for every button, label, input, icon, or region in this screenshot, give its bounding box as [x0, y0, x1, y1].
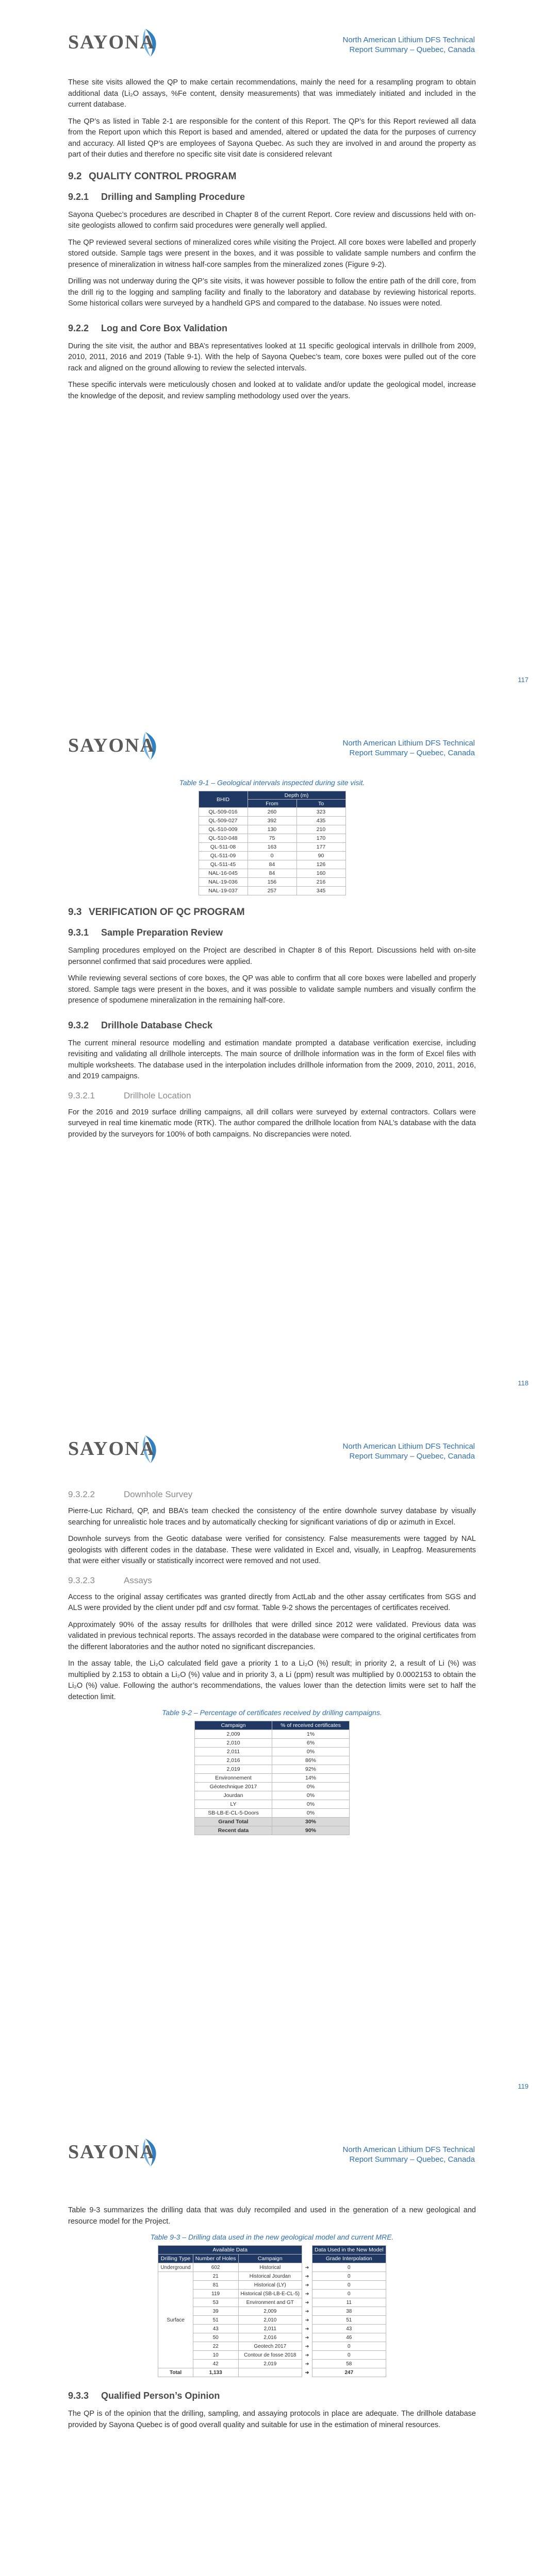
paragraph: Sayona Quebec’s procedures are described in Chapter 8 of the current Report. Core review and discussions held with on-site geologists allowed to confirm said procedures were generally well applied.	[68, 210, 476, 230]
col-header-to: To	[296, 800, 345, 808]
table-cell: 50	[193, 2333, 238, 2342]
col-header-type: Drilling Type	[158, 2255, 193, 2263]
table-cell: 156	[248, 878, 296, 887]
table-cell: 392	[248, 817, 296, 825]
table-cell: 323	[296, 808, 345, 817]
section-heading: 9.2 QUALITY CONTROL PROGRAM	[68, 171, 237, 182]
subsection-heading: 9.2.2 Log and Core Box Validation	[68, 323, 228, 333]
table-cell: Environnement	[195, 1774, 272, 1783]
arrow-icon: ➔	[302, 2342, 312, 2351]
table-caption: Table 9-1 – Geological intervals inspected during site visit.	[179, 778, 365, 787]
table-cell: 345	[296, 887, 345, 895]
report-page-118	[0, 703, 544, 1406]
table-row	[158, 2272, 386, 2281]
arrow-icon: ➔	[302, 2263, 312, 2272]
table-cell: 170	[296, 834, 345, 843]
table-cell: Geotech 2017	[238, 2342, 302, 2351]
table-cell: 11	[312, 2298, 386, 2307]
table-cell: 126	[296, 860, 345, 869]
table-cell: 0%	[272, 1748, 350, 1756]
page-header	[0, 1406, 544, 1479]
table-cell: Géotechnique 2017	[195, 1783, 272, 1791]
subsection-heading: 9.2.1 Drilling and Sampling Procedure	[68, 191, 245, 202]
arrow-icon: ➔	[302, 2307, 312, 2316]
table-cell: QL-510-009	[199, 825, 248, 834]
page-header	[0, 2110, 544, 2182]
table-cell: 1,133	[193, 2368, 238, 2377]
col-header-available: Available Data	[158, 2246, 302, 2255]
paragraph: Table 9-3 summarizes the drilling data that was duly recompiled and used in the generation of a new geological and resource model for the Project.	[68, 2206, 476, 2226]
paragraph: Downhole surveys from the Geotic database were verified for consistency. False measurements were tagged by NAL geologists with different codes in the database. These were validated in Excel and, visually, in Leapfrog. Measurements that were either visually or statistically incorrect were removed and not used.	[68, 1535, 476, 1565]
certificates-table	[194, 1721, 350, 1835]
page-header	[0, 703, 544, 775]
table-cell: 2,016	[238, 2333, 302, 2342]
report-page-117	[0, 0, 544, 703]
table-cell: 0%	[272, 1791, 350, 1800]
table-row-total	[158, 2368, 386, 2377]
paragraph: The current mineral resource modelling and estimation mandate prompted a database verification exercise, including revisiting and validating all drillhole intercepts. The main source of drillhole information was in the form of Excel files with multiple worksheets. The database used in the interpolation includes drillhole information from the 2009, 2010, 2011, 2016, and 2019 campaigns.	[68, 1039, 476, 1080]
table-cell: 2,016	[195, 1756, 272, 1765]
arrow-icon: ➔	[302, 2368, 312, 2377]
table-cell: 2,009	[238, 2307, 302, 2316]
paragraph: Access to the original assay certificates was granted directly from ActLab and the other assay certificates from SGS and ALS were provided by the client under pdf and csv format. Table 9-2 shows the percentages of certificates received.	[68, 1592, 476, 1612]
paragraph: These site visits allowed the QP to make certain recommendations, mainly the need for a resampling program to obtain additional data (Li₂O assays, %Fe content, density measurements) that was immediately initiated and included in the current database.	[68, 78, 476, 109]
table-cell: NAL-16-045	[199, 869, 248, 878]
table-row	[199, 843, 345, 852]
section-heading: 9.3 VERIFICATION OF QC PROGRAM	[68, 907, 245, 918]
page-number: 119	[518, 2082, 529, 2090]
arrow-icon: ➔	[302, 2351, 312, 2360]
table-row	[195, 1756, 350, 1765]
sayona-logo	[68, 25, 171, 61]
table-row	[158, 2263, 386, 2272]
table-cell: 43	[312, 2325, 386, 2333]
sayona-logo	[68, 1431, 171, 1467]
paragraph: While reviewing several sections of core boxes, the QP was able to confirm that all core boxes were labelled and properly stored. Sample tags were present in the boxes, and it was possible to validate sample numbers and visually confirm the presence of spodumene mineralization in the remaining half-core.	[68, 974, 476, 1005]
paragraph: These specific intervals were meticulously chosen and looked at to validate and/or update the geological model, increase the knowledge of the deposit, and review sampling methodology used over the years.	[68, 381, 476, 400]
arrow-icon: ➔	[302, 2290, 312, 2298]
page-number: 117	[518, 676, 529, 684]
table-row-total: Grand Total 30%	[195, 1818, 350, 1826]
paragraph: During the site visit, the author and BBA’s representatives looked at 11 specific geological intervals in drillhole from 2009, 2010, 2011, 2016 and 2019 (Table 9-1). With the help of Sayona Quebec’s team, core boxes were pulled out of the core rack and aligned on the ground allowing to review the selected intervals.	[68, 342, 476, 372]
table-row	[195, 1809, 350, 1818]
table-cell: 90	[296, 852, 345, 860]
table-cell: 216	[296, 878, 345, 887]
table-cell: Underground	[158, 2263, 193, 2272]
table-cell: 0	[248, 852, 296, 860]
table-cell: 92%	[272, 1765, 350, 1774]
table-cell: 10	[193, 2351, 238, 2360]
table-cell: 0%	[272, 1783, 350, 1791]
table-row	[199, 860, 345, 869]
table-cell: 0	[312, 2281, 386, 2290]
table-cell: 2,019	[195, 1765, 272, 1774]
arrow-icon: ➔	[302, 2325, 312, 2333]
header-title: North American Lithium DFS Technical Report Summary – Quebec, Canada	[342, 36, 475, 54]
table-cell: 53	[193, 2298, 238, 2307]
subsection-heading: 9.3.2 Drillhole Database Check	[68, 1020, 213, 1030]
table-cell: Contour de fosse 2018	[238, 2351, 302, 2360]
table-cell: NAL-19-037	[199, 887, 248, 895]
table-cell: 38	[312, 2307, 386, 2316]
subsection-heading: 9.3.3 Qualified Person’s Opinion	[68, 2391, 220, 2401]
table-cell: Environment and GT	[238, 2298, 302, 2307]
table-cell: QL-511-09	[199, 852, 248, 860]
table-row	[195, 1783, 350, 1791]
header-title: North American Lithium DFS Technical Report Summary – Quebec, Canada	[342, 2145, 475, 2164]
table-cell: 22	[193, 2342, 238, 2351]
table-cell: 177	[296, 843, 345, 852]
table-row	[195, 1791, 350, 1800]
table-cell: Historical (LY)	[238, 2281, 302, 2290]
table-caption: Table 9-3 – Drilling data used in the new geological model and current MRE.	[150, 2233, 394, 2241]
arrow-icon: ➔	[302, 2360, 312, 2368]
arrow-icon: ➔	[302, 2333, 312, 2342]
paragraph: For the 2016 and 2019 surface drilling campaigns, all drill collars were surveyed by external contractors. Collars were surveyed in real time kinematic mode (RTK). The author compared the drillhole location from NAL’s database with the data provided by the surveyors for 100% of both campaigns. No discrepancies were noted.	[68, 1108, 476, 1139]
table-cell: SB-LB-E-CL-5-Doors	[195, 1809, 272, 1818]
table-cell: 2,010	[195, 1739, 272, 1748]
table-row	[199, 825, 345, 834]
report-page-120	[0, 2110, 544, 2576]
header-title: North American Lithium DFS Technical Report Summary – Quebec, Canada	[342, 1442, 475, 1461]
col-header-campaign: Campaign	[238, 2255, 302, 2263]
table-cell: 130	[248, 825, 296, 834]
table-cell: 2,011	[238, 2325, 302, 2333]
paragraph: In the assay table, the Li₂O calculated field gave a priority 1 to a Li₂O (%) result; in priority 2, a result of Li (%) was multiplied by 2.153 to obtain a Li₂O (%) value and in priority 3, a Li (ppm) result was multiplied by 0.0002153 to obtain the Li₂O (%) value. Following the author’s recommendations, the values lower than the detection limits were set to half the detection limit.	[68, 1659, 476, 1701]
page-content	[68, 2205, 476, 2436]
col-header-from: From	[248, 800, 296, 808]
col-header-campaign: Campaign	[195, 1721, 272, 1730]
table-row	[199, 887, 345, 895]
col-header-holes: Number of Holes	[193, 2255, 238, 2263]
table-cell: 435	[296, 817, 345, 825]
table-cell: 119	[193, 2290, 238, 2298]
table-row	[199, 817, 345, 825]
table-row	[195, 1739, 350, 1748]
table-cell: 0	[312, 2290, 386, 2298]
table-cell: 257	[248, 887, 296, 895]
table-row	[199, 878, 345, 887]
table-cell: 247	[312, 2368, 386, 2377]
table-cell: NAL-19-036	[199, 878, 248, 887]
table-cell: 2,010	[238, 2316, 302, 2325]
table-row	[195, 1748, 350, 1756]
subsubsection-heading: 9.3.2.3 Assays	[68, 1575, 152, 1585]
paragraph: Drilling was not underway during the QP’s site visits, it was however possible to follow the entire path of the drill core, from the drill rig to the logging and sampling facility and finally to the laboratory and database by reviewing historical reports. Some historical collars were surveyed by a handheld GPS and compared to the database. No issues were noted.	[68, 277, 476, 308]
table-cell: 58	[312, 2360, 386, 2368]
logo-text: SAYONA	[68, 1438, 155, 1460]
table-cell: 21	[193, 2272, 238, 2281]
arrow-icon: ➔	[302, 2316, 312, 2325]
arrow-icon: ➔	[302, 2298, 312, 2307]
table-cell: 14%	[272, 1774, 350, 1783]
table-caption: Table 9-2 – Percentage of certificates received by drilling campaigns.	[162, 1708, 382, 1717]
table-cell: 43	[193, 2325, 238, 2333]
subsection-heading: 9.3.1 Sample Preparation Review	[68, 927, 223, 938]
paragraph: Sampling procedures employed on the Project are described in Chapter 8 of this Report. Discussions held with on-site personnel confirmed that said procedures were applied.	[68, 946, 476, 966]
table-cell: 0%	[272, 1809, 350, 1818]
table-cell: 0	[312, 2342, 386, 2351]
table-cell: 2,009	[195, 1730, 272, 1739]
table-cell: 84	[248, 860, 296, 869]
table-cell	[238, 2368, 302, 2377]
page-content	[68, 77, 476, 408]
table-cell: QL-509-027	[199, 817, 248, 825]
logo-text: SAYONA	[68, 735, 155, 756]
table-cell: 163	[248, 843, 296, 852]
paragraph: Approximately 90% of the assay results for drillholes that were drilled since 2012 were validated. Previous data was validated in previous technical reports. The assays recorded in the database were compared to the original certificates from the different laboratories and the author noted no significant discrepancies.	[68, 1620, 476, 1651]
table-cell: 602	[193, 2263, 238, 2272]
table-cell: Historical (SB-LB-E-CL-5)	[238, 2290, 302, 2298]
table-cell: 51	[193, 2316, 238, 2325]
table-row	[195, 1800, 350, 1809]
table-row	[195, 1774, 350, 1783]
col-header-bhid: BHID	[199, 791, 248, 808]
table-row	[195, 1730, 350, 1739]
table-cell: Surface	[158, 2272, 193, 2368]
table-cell: 39	[193, 2307, 238, 2316]
page-header	[0, 0, 544, 72]
table-cell: Jourdan	[195, 1791, 272, 1800]
table-row	[199, 808, 345, 817]
page-number: 118	[518, 1379, 529, 1387]
table-cell: 1%	[272, 1730, 350, 1739]
col-header-pct: % of received certificates	[272, 1721, 350, 1730]
arrow-icon: ➔	[302, 2272, 312, 2281]
table-cell: Historical	[238, 2263, 302, 2272]
subsubsection-heading: 9.3.2.1 Drillhole Location	[68, 1090, 191, 1100]
sayona-logo	[68, 728, 171, 764]
table-cell: 2,019	[238, 2360, 302, 2368]
table-cell: 0%	[272, 1800, 350, 1809]
table-cell: 42	[193, 2360, 238, 2368]
subsubsection-heading: 9.3.2.2 Downhole Survey	[68, 1489, 193, 1499]
logo-text: SAYONA	[68, 2141, 155, 2163]
table-cell: 86%	[272, 1756, 350, 1765]
logo-text: SAYONA	[68, 31, 155, 53]
table-cell: LY	[195, 1800, 272, 1809]
table-cell: Total	[158, 2368, 193, 2377]
table-cell: 0	[312, 2263, 386, 2272]
table-cell: Historical Jourdan	[238, 2272, 302, 2281]
table-cell: 160	[296, 869, 345, 878]
paragraph: The QP’s as listed in Table 2-1 are responsible for the content of this Report. The QP’s for this Report reviewed all data from the Report upon which this Report is based and amended, altered or updated the data for the purposes of currency and accuracy. All listed QP’s are employees of Sayona Quebec. As such they are involved in and around the property as part of their duties and therefore no specific site visit date is considered relevant	[68, 117, 476, 159]
table-cell: 0	[312, 2351, 386, 2360]
table-cell: 260	[248, 808, 296, 817]
table-row	[199, 852, 345, 860]
table-row-recent: Recent data 90%	[195, 1826, 350, 1835]
table-cell: 2,011	[195, 1748, 272, 1756]
table-row	[199, 869, 345, 878]
table-cell: 210	[296, 825, 345, 834]
paragraph: The QP reviewed several sections of mineralized cores while visiting the Project. All core boxes were labelled and properly stored outside. Sample tags were present in the boxes, and it was possible to validate sample numbers and confirm the presence of mineralization in witness half-core samples from the mineralized zones (Figure 9-2).	[68, 238, 476, 269]
table-cell: QL-510-048	[199, 834, 248, 843]
col-header-grade: Grade Interpolation	[312, 2255, 386, 2263]
table-row	[199, 834, 345, 843]
col-header-used: Data Used in the New Model	[312, 2246, 386, 2255]
sayona-logo	[68, 2134, 171, 2171]
table-cell: 0	[312, 2272, 386, 2281]
paragraph: The QP is of the opinion that the drilling, sampling, and assaying protocols in place are adequate. The drillhole database provided by Sayona Quebec is of good overall quality and suitable for use in the estimation of mineral resources.	[68, 2410, 476, 2429]
table-cell: 75	[248, 834, 296, 843]
report-page-119	[0, 1406, 544, 2110]
table-cell: QL-511-08	[199, 843, 248, 852]
page-content	[68, 775, 476, 1146]
geological-intervals-table	[199, 791, 346, 895]
table-cell: 46	[312, 2333, 386, 2342]
header-title: North American Lithium DFS Technical Report Summary – Quebec, Canada	[342, 739, 475, 757]
paragraph: Pierre-Luc Richard, QP, and BBA’s team checked the consistency of the entire downhole survey database by visually searching for unrealistic hole traces and by automatically checking for significant variations of dip or azimuth in Excel.	[68, 1507, 476, 1527]
table-row	[195, 1765, 350, 1774]
table-cell: 84	[248, 869, 296, 878]
table-cell: 51	[312, 2316, 386, 2325]
table-cell: QL-511-45	[199, 860, 248, 869]
drilling-data-table	[158, 2245, 386, 2377]
page-content	[68, 1481, 476, 1835]
table-cell: 81	[193, 2281, 238, 2290]
arrow-icon: ➔	[302, 2281, 312, 2290]
table-cell: QL-509-016	[199, 808, 248, 817]
table-cell: 6%	[272, 1739, 350, 1748]
col-header-depth: Depth (m)	[248, 791, 345, 800]
